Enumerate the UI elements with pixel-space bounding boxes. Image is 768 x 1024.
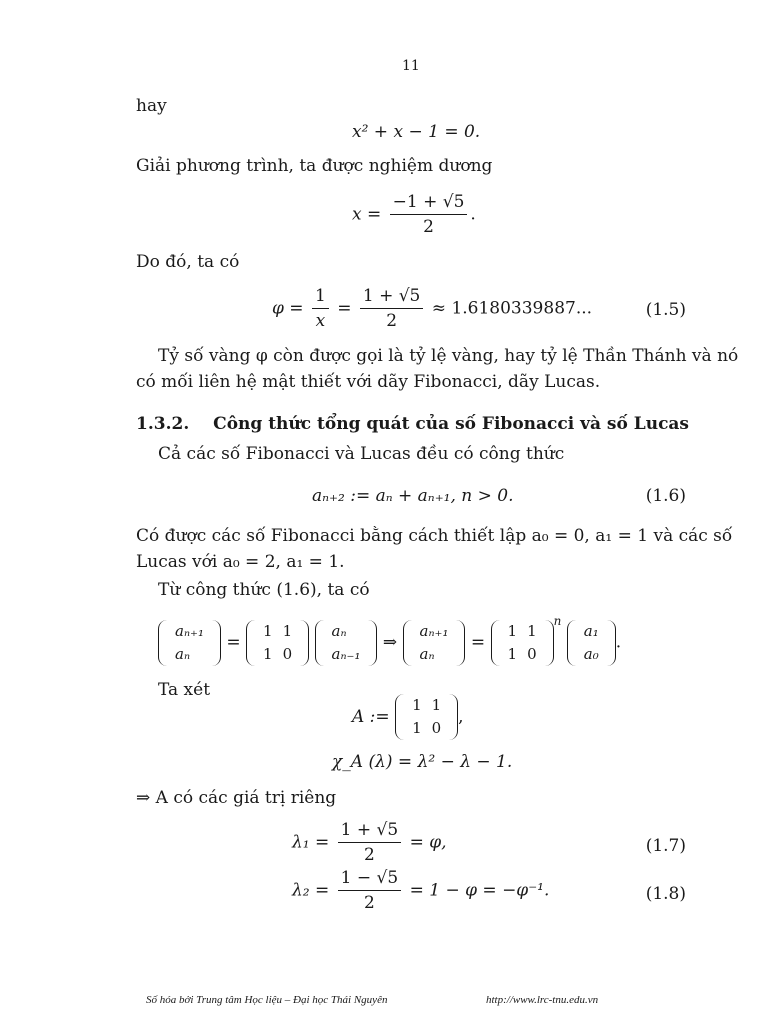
matrix-A-lhs: A := (352, 707, 390, 727)
lambda2-fraction (338, 868, 402, 913)
lambda1-fraction (338, 820, 402, 865)
footer-left: Số hóa bởi Trung tâm Học liệu – Đại học Thái Nguyên (146, 994, 388, 1006)
phi-frac1-denominator: x (315, 311, 326, 331)
root-fraction (390, 192, 468, 237)
root-denominator: 2 (423, 217, 434, 237)
lambda1-numerator: 1 + √5 (338, 820, 402, 843)
equation-lambda1 (292, 820, 447, 865)
phi-frac2-denominator: 2 (386, 311, 398, 331)
phi-frac1-numerator: 1 (312, 286, 329, 309)
text-from-formula: Từ công thức (1.6), ta có (158, 580, 370, 600)
equation-number-1-5: (1.5) (645, 300, 686, 320)
section-number: 1.3.2. (136, 414, 190, 434)
lambda1-lhs: λ₁ = (292, 832, 330, 853)
lambda2-denominator: 2 (364, 893, 375, 913)
root-numerator: −1 + √5 (390, 192, 468, 215)
paragraph-golden-ratio-line2: có mối liên hệ mật thiết với dãy Fibonacci, dãy Lucas. (136, 372, 601, 392)
page-number: 11 (402, 58, 420, 74)
equation-lambda2 (292, 868, 549, 913)
phi-lhs: φ = (272, 298, 304, 319)
equation-number-1-8: (1.8) (645, 884, 686, 904)
implies-symbol: ⇒ (382, 632, 398, 653)
equation-number-1-7: (1.7) (645, 836, 686, 856)
paragraph-fibonacci-line2: Lucas với a₀ = 2, a₁ = 1. (136, 552, 345, 572)
text-eigenvalues: ⇒ A có các giá trị riêng (136, 788, 337, 808)
phi-fraction-1 (312, 286, 329, 331)
text-solve: Giải phương trình, ta được nghiệm dương (136, 156, 493, 176)
footer-url[interactable]: http://www.lrc-tnu.edu.vn (486, 994, 599, 1006)
text-hay: hay (136, 96, 167, 116)
matrix-exponent: n (553, 614, 562, 628)
equation-number-1-6: (1.6) (645, 486, 686, 506)
vector-an1-an-2: aₙ₊₁ aₙ (403, 620, 466, 666)
vector-an1-an: aₙ₊₁ aₙ (158, 620, 221, 666)
vector-an-an-1: aₙ aₙ₋₁ (315, 620, 378, 666)
lambda2-lhs: λ₂ = (292, 880, 330, 901)
root-lhs: x = (352, 204, 382, 225)
phi-frac2-numerator: 1 + √5 (360, 286, 424, 309)
lambda2-numerator: 1 − √5 (338, 868, 402, 891)
section-title: Công thức tổng quát của số Fibonacci và số Lucas (213, 414, 690, 434)
lambda1-denominator: 2 (364, 845, 375, 865)
fibonacci-matrix: 1 1 1 0 (246, 620, 309, 666)
paragraph-golden-ratio-line1: Tỷ số vàng φ còn được gọi là tỷ lệ vàng, hay tỷ lệ Thần Thánh và nó (158, 346, 739, 366)
equation-matrix-A: A := 1 1 1 0 , (352, 694, 464, 740)
equation-phi: φ = $\frac{1}{x}$ = $\frac{1 + √5}{2}$ ≈ 1.6180339887... (272, 286, 593, 331)
matrix-A: 1 1 1 0 (395, 694, 458, 740)
lambda1-rhs: = φ, (409, 832, 447, 853)
phi-fraction-2 (360, 286, 424, 331)
section-heading (136, 414, 689, 434)
vector-a1-a0: a₁ a₀ (567, 620, 616, 666)
equation-characteristic-polynomial: χ_A (λ) = λ² − λ − 1. (332, 752, 513, 772)
text-therefore: Do đó, ta có (136, 252, 240, 272)
equation-quadratic: x² + x − 1 = 0. (352, 122, 481, 142)
fibonacci-matrix-power: 1 1 1 0 (491, 620, 554, 666)
paragraph-fibonacci-line1: Có được các số Fibonacci bằng cách thiết lập a₀ = 0, a₁ = 1 và các số (136, 526, 733, 546)
text-consider: Ta xét (158, 680, 211, 700)
equation-matrix-recurrence: aₙ₊₁ aₙ = 1 1 1 0 aₙ aₙ₋₁ ⇒ aₙ₊₁ aₙ = 1 1 1 0 $^n$ a₁ a₀ . (158, 614, 621, 666)
text-both-formula: Cả các số Fibonacci và Lucas đều có công thức (158, 444, 565, 464)
equation-recurrence: aₙ₊₂ := aₙ + aₙ₊₁, n > 0. (312, 486, 514, 506)
lambda2-rhs: = 1 − φ = −φ⁻¹. (409, 880, 550, 901)
phi-approx: ≈ 1.6180339887... (431, 298, 593, 319)
equation-root: x = $\frac{-1 + √5}{2}$ . (352, 192, 476, 237)
